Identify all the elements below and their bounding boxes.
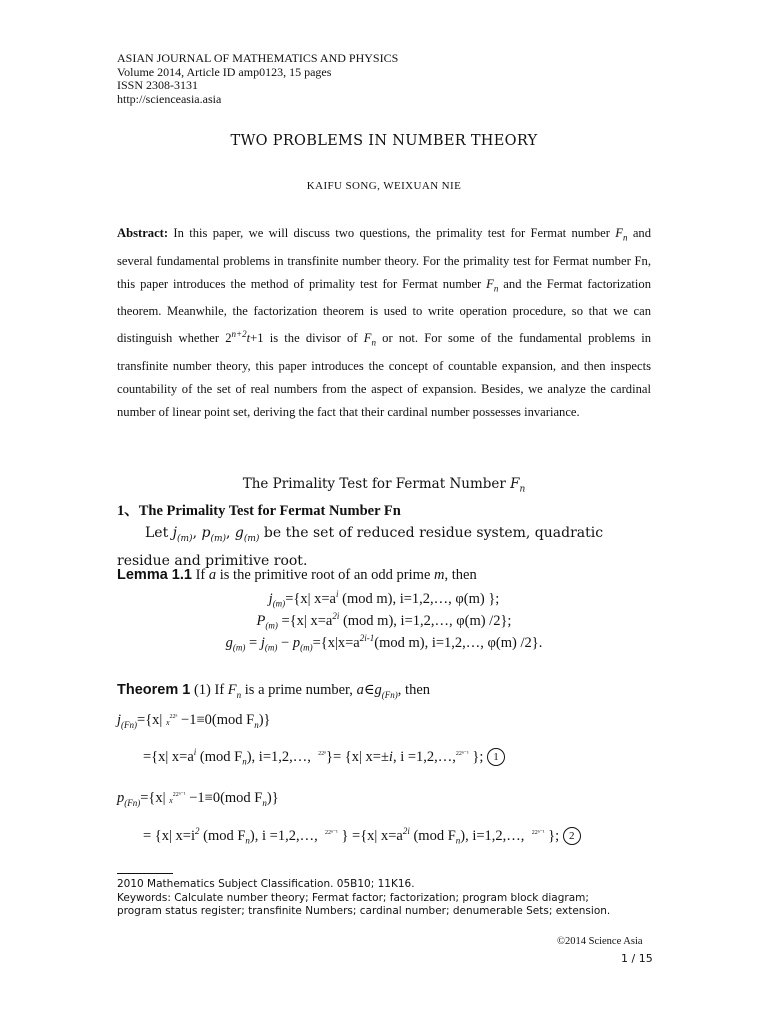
fermat-subscript: n bbox=[262, 797, 267, 808]
equation-sup: 2 bbox=[195, 826, 200, 836]
equation-text: (mod m), i=1,2,…, φ(m) /2}. bbox=[374, 634, 543, 651]
theorem-text: (1) If bbox=[190, 682, 228, 698]
equation-text: }; bbox=[468, 748, 484, 765]
fermat-subscript: n bbox=[455, 835, 461, 846]
theorem-statement bbox=[117, 682, 430, 700]
equation-text: ={x| x=a bbox=[285, 590, 336, 607]
intro-text: , bbox=[192, 525, 202, 541]
equation-text: (mod m), i=1,2,…, φ(m) /2}; bbox=[339, 612, 512, 629]
abstract bbox=[117, 222, 651, 424]
lemma-var-a: a bbox=[208, 567, 217, 583]
divisor-expression-base: 2 bbox=[225, 331, 232, 346]
equation-exponent: 2 bbox=[318, 750, 322, 757]
paper-title: TWO PROBLEMS IN NUMBER THEORY bbox=[230, 133, 538, 149]
equation-text: } ={x| x=a bbox=[337, 827, 403, 844]
footnote-divider bbox=[117, 873, 173, 874]
set-subscript: (m) bbox=[232, 642, 246, 653]
set-g: g bbox=[225, 634, 233, 651]
set-g: g bbox=[234, 525, 244, 541]
theorem-membership: a∈ bbox=[356, 682, 375, 698]
equation-text: ), i =1,2,…, bbox=[249, 827, 318, 844]
set-p: p bbox=[117, 790, 125, 806]
set-subscript: (m) bbox=[210, 533, 227, 544]
journal-name: ASIAN JOURNAL OF MATHEMATICS AND PHYSICS bbox=[117, 51, 399, 65]
equation-text: (mod F bbox=[409, 827, 456, 844]
footnote-keywords-2: program status register; transfinite Numbers; cardinal number; denumerable Sets; extension. bbox=[117, 905, 611, 918]
equation-text: ={x| x=a bbox=[143, 748, 194, 765]
set-subscript: (m) bbox=[177, 533, 193, 544]
footnotes bbox=[117, 878, 657, 919]
set-j: j bbox=[117, 712, 122, 728]
intro-text: Let bbox=[145, 525, 173, 541]
equation-text: )} bbox=[266, 790, 279, 806]
set-j: j bbox=[260, 634, 265, 651]
page-number: 1 / 15 bbox=[621, 952, 653, 965]
equation-text: = bbox=[245, 634, 261, 651]
equation-exponent: 2 bbox=[531, 829, 535, 836]
footnote-keywords-1: Keywords: Calculate number theory; Fermat factor; factorization; program block diagram; bbox=[117, 891, 589, 904]
equation-exponent: 2 bbox=[172, 792, 176, 798]
equation-text: )} bbox=[258, 712, 271, 728]
equation-number-2: 2 bbox=[563, 827, 581, 845]
set-subscript: (Fn) bbox=[381, 689, 398, 700]
equation-exponent: 2 bbox=[455, 750, 459, 757]
intro-text: be the set of reduced residue system, quadratic residue and primitive root. bbox=[117, 525, 604, 570]
lemma-label: Lemma 1.1 bbox=[117, 567, 192, 583]
equation-text: (mod F bbox=[196, 748, 243, 765]
set-subscript: (m) bbox=[243, 533, 260, 544]
abstract-text: and the Fermat factorization theorem. Meanwhile, the factorization theorem is used to write operation procedure, so that we can distinguish whether bbox=[117, 276, 652, 346]
journal-url[interactable]: http://scienceasia.asia bbox=[117, 91, 222, 106]
fermat-symbol: F bbox=[486, 276, 494, 291]
equation-text: (mod F bbox=[199, 827, 246, 844]
equation-exponent: 2ⁿ⁻¹ bbox=[327, 829, 338, 836]
set-subscript: (Fn) bbox=[121, 719, 138, 730]
equation-exponent: 2ⁿ⁻¹ bbox=[458, 750, 469, 757]
set-P: P bbox=[256, 612, 266, 629]
subsection-title: 1、The Primality Test for Fermat Number Fn bbox=[117, 503, 401, 519]
equation-text: }= {x| x=± bbox=[326, 748, 389, 765]
equation-text: ), i=1,2,…, bbox=[246, 748, 311, 765]
divisor-expression-t: t bbox=[246, 331, 251, 346]
fermat-subscript: n bbox=[242, 756, 247, 767]
equation-text: = {x| x=i bbox=[143, 827, 195, 844]
section-title bbox=[0, 476, 768, 495]
theorem-line-4 bbox=[143, 826, 581, 846]
equation-3 bbox=[0, 633, 768, 653]
fermat-subscript: n bbox=[493, 283, 499, 294]
lemma-text: , then bbox=[444, 567, 477, 583]
set-p: p bbox=[292, 634, 301, 651]
set-subscript: (m) bbox=[300, 642, 313, 653]
equation-text: −1≡0(mod F bbox=[177, 712, 255, 728]
set-subscript: (m) bbox=[264, 642, 278, 653]
set-j: j bbox=[172, 525, 178, 541]
equation-text: }; bbox=[544, 827, 560, 844]
journal-issn: ISSN 2308-3131 bbox=[117, 78, 199, 92]
set-p: p bbox=[201, 525, 211, 541]
equation-sup: 2i-1 bbox=[359, 633, 375, 643]
equation-sup: 2i bbox=[332, 611, 340, 621]
fermat-subscript: n bbox=[623, 232, 628, 243]
equation-text: ={x| bbox=[140, 790, 170, 806]
abstract-text: and several fundamental problems in transfinite number theory. For the primality test for Fermat number Fn, this paper introduces the method of primality test for Fermat number bbox=[117, 226, 652, 291]
equation-exponent: 2ⁿ⁻¹ bbox=[534, 829, 545, 836]
footnote-msc: 2010 Mathematics Subject Classification. 05B10; 11K16. bbox=[117, 878, 415, 890]
abstract-text: or not. For some of the fundamental problems in transfinite number theory, this paper introduces the concept of countable expansion, and then inspects countability of the set of real numbers from the aspect of expansion. Besides, we analyze the cardinal number of linear point set, deriving the fact that their cardinal number possesses invariance. bbox=[117, 331, 651, 420]
theorem-line-2 bbox=[143, 747, 505, 767]
abstract-label: Abstract: bbox=[117, 226, 169, 240]
fermat-symbol: F bbox=[615, 226, 623, 240]
equation-x: x bbox=[169, 796, 173, 805]
equation-text: ={x| bbox=[137, 712, 166, 728]
intro-paragraph bbox=[117, 522, 653, 573]
lemma-text: If bbox=[191, 567, 209, 583]
set-subscript: (m) bbox=[272, 598, 286, 609]
section-title-text: The Primality Test for Fermat Number bbox=[242, 476, 511, 492]
fermat-subscript: n bbox=[245, 835, 250, 846]
fermat-subscript: n bbox=[519, 484, 526, 495]
fermat-symbol: F bbox=[510, 476, 520, 492]
set-g: g bbox=[374, 682, 382, 698]
equation-text: ={x|x=a bbox=[312, 634, 360, 651]
equation-text: −1≡0(mod F bbox=[185, 790, 263, 806]
fermat-symbol: F bbox=[363, 331, 372, 346]
equation-text: (mod m), i=1,2,…, φ(m) }; bbox=[338, 590, 500, 607]
equation-number-1: 1 bbox=[487, 748, 505, 766]
fermat-symbol: F bbox=[227, 682, 237, 698]
fermat-subscript: n bbox=[254, 719, 259, 730]
set-subscript: (Fn) bbox=[124, 797, 141, 808]
fermat-subscript: n bbox=[371, 338, 376, 349]
equation-text: − bbox=[277, 634, 293, 651]
theorem-line-3 bbox=[117, 790, 279, 808]
set-j: j bbox=[268, 590, 273, 607]
lemma-var-m: m bbox=[434, 567, 445, 583]
equation-text: ), i=1,2,…, bbox=[460, 827, 525, 844]
equation-exponent: 2ⁿ bbox=[321, 750, 327, 757]
equation-exponent: 2 bbox=[169, 714, 173, 720]
set-subscript: (m) bbox=[265, 620, 278, 631]
divisor-expression-exponent: n+2 bbox=[231, 329, 247, 340]
equation-i: i bbox=[388, 748, 393, 765]
paper-authors: KAIFU SONG, WEIXUAN NIE bbox=[306, 180, 462, 192]
equation-exponent: 2ⁿ bbox=[172, 714, 178, 720]
equation-x: x bbox=[165, 718, 170, 727]
equation-exponent: 2ⁿ⁻¹ bbox=[175, 792, 186, 798]
abstract-text: In this paper, we will discuss two questions, the primality test for Fermat number bbox=[168, 226, 616, 240]
equation-1 bbox=[0, 589, 768, 609]
fermat-subscript: n bbox=[236, 689, 242, 700]
equation-text: , i =1,2,…, bbox=[392, 748, 456, 765]
journal-header bbox=[117, 52, 398, 106]
equation-sup: i bbox=[335, 589, 339, 599]
theorem-text: is a prime number, bbox=[241, 682, 357, 698]
journal-volume: Volume 2014, Article ID amp0123, 15 pages bbox=[117, 64, 332, 79]
equation-exponent: 2 bbox=[324, 829, 328, 836]
abstract-text: +1 is the divisor of bbox=[250, 331, 364, 346]
equation-sup: 2i bbox=[402, 826, 410, 836]
equation-text: ={x| x=a bbox=[277, 612, 333, 629]
lemma-text: is the primitive root of an odd prime bbox=[216, 567, 435, 583]
copyright: ©2014 Science Asia bbox=[557, 936, 643, 947]
lemma-statement bbox=[117, 567, 477, 584]
theorem-text: , then bbox=[397, 682, 431, 698]
theorem-label: Theorem 1 bbox=[117, 682, 191, 698]
intro-text: , bbox=[226, 525, 235, 541]
equation-2 bbox=[0, 611, 768, 631]
equation-sup: i bbox=[193, 747, 197, 757]
theorem-line-1 bbox=[117, 712, 270, 730]
